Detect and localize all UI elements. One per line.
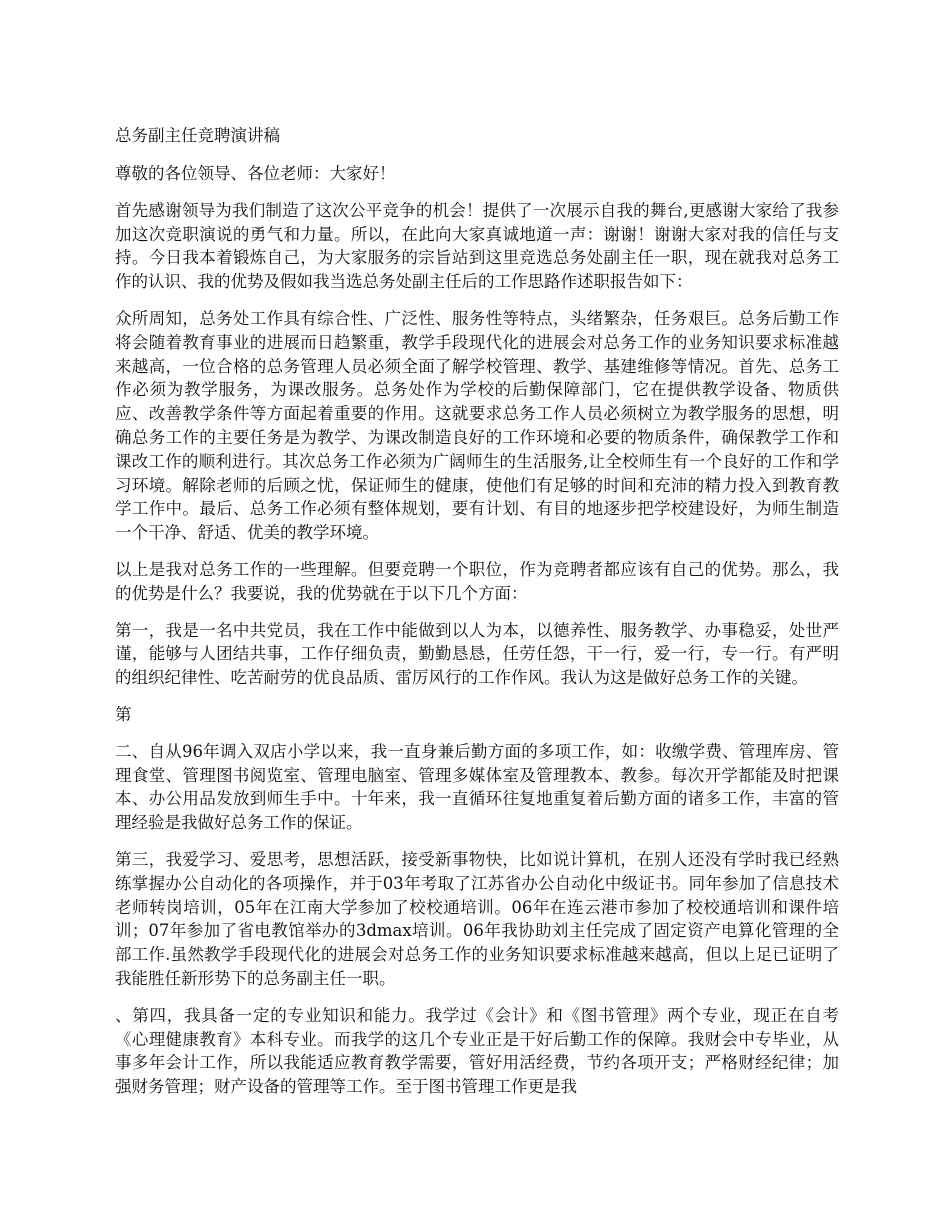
advantage-one-paragraph: 第一，我是一名中共党员，我在工作中能做到以人为本，以德养性、服务教学、办事稳妥，处世严谨，能够与人团结共事，工作仔细负责，勤勤恳恳，任劳任怨，干一行，爱一行，专一行。有严明的组织纪律性、吃苦耐劳的优良品质、雷厉风行的工作作风。我认为这是做好总务工作的关键。 — [115, 620, 839, 688]
advantage-two-paragraph: 二、自从96年调入双店小学以来，我一直身兼后勤方面的多项工作，如：收缴学费、管理库房、管理食堂、管理图书阅览室、管理电脑室、管理多媒体室及管理教本、教参。每次开学都能及时把课本、办公用品发放到师生手中。十年来，我一直循环往复地重复着后勤方面的诸多工作，丰富的管理经验是我做好总务工作的保证。 — [115, 741, 839, 833]
transition-paragraph: 以上是我对总务工作的一些理解。但要竞聘一个职位，作为竞聘者都应该有自己的优势。那么，我的优势是什么？我要说，我的优势就在于以下几个方面： — [115, 559, 839, 603]
advantage-four-paragraph: 、第四，我具备一定的专业知识和能力。我学过《会计》和《图书管理》两个专业，现正在自考《心理健康教育》本科专业。而我学的这几个专业正是干好后勤工作的保障。我财会中专毕业，从事多年会计工作，所以我能适应教育教学需要，管好用活经费，节约各项开支；严格财经纪律；加强财务管理；财产设备的管理等工作。至于图书管理工作更是我 — [115, 1005, 839, 1097]
opening-paragraph: 首先感谢领导为我们制造了这次公平竞争的机会！提供了一次展示自我的舞台,更感谢大家给了我参加这次竞职演说的勇气和力量。所以，在此向大家真诚地道一声：谢谢！谢谢大家对我的信任与支持。今日我本着锻炼自己，为大家服务的宗旨站到这里竞选总务处副主任一职，现在就我对总务工作的认识、我的优势及假如我当选总务处副主任后的工作思路作述职报告如下： — [115, 200, 839, 292]
document-title: 总务副主任竞聘演讲稿 — [115, 126, 280, 145]
greeting-paragraph: 尊敬的各位领导、各位老师：大家好！ — [115, 164, 396, 183]
advantage-three-paragraph: 第三，我爱学习、爱思考，思想活跃，接受新事物快，比如说计算机，在别人还没有学时我已经熟练掌握办公自动化的各项操作，并于03年考取了江苏省办公自动化中级证书。同年参加了信息技术老师转岗培训，05年在江南大学参加了校校通培训。06年在连云港市参加了校校通培训和课件培训；07年参加了省电教馆举办的3dmax培训。06年我协助刘主任完成了固定资产电算化管理的全部工作.虽然教学手段现代化的进展会对总务工作的业务知识要求标准越来越高，但以上足已证明了我能胜任新形势下的总务副主任一职。 — [115, 849, 839, 988]
understanding-paragraph: 众所周知，总务处工作具有综合性、广泛性、服务性等特点，头绪繁杂，任务艰巨。总务后勤工作将会随着教育事业的进展而日趋繁重，教学手段现代化的进展会对总务工作的业务知识要求标准越来越高，一位合格的总务管理人员必须全面了解学校管理、教学、基建维修等情况。首先、总务工作必须为教学服务，为课改服务。总务处作为学校的后勤保障部门，它在提供教学设备、物质供应、改善教学条件等方面起着重要的作用。这就要求总务工作人员必须树立为教学服务的思想，明确总务工作的主要任务是为教学、为课改制造良好的工作环境和必要的物质条件，确保教学工作和课改工作的顺利进行。其次总务工作必须为广阔师生的生活服务,让全校师生有一个良好的工作和学习环境。解除老师的后顾之忧，保证师生的健康，使他们有足够的时间和充沛的精力投入到教育教学工作中。最后、总务工作必须有整体规划，要有计划、有目的地逐步把学校建设好，为师生制造一个干净、舒适、优美的教学环境。 — [115, 308, 839, 543]
document-page — [115, 124, 839, 1112]
fragment-paragraph: 第 — [115, 704, 132, 724]
